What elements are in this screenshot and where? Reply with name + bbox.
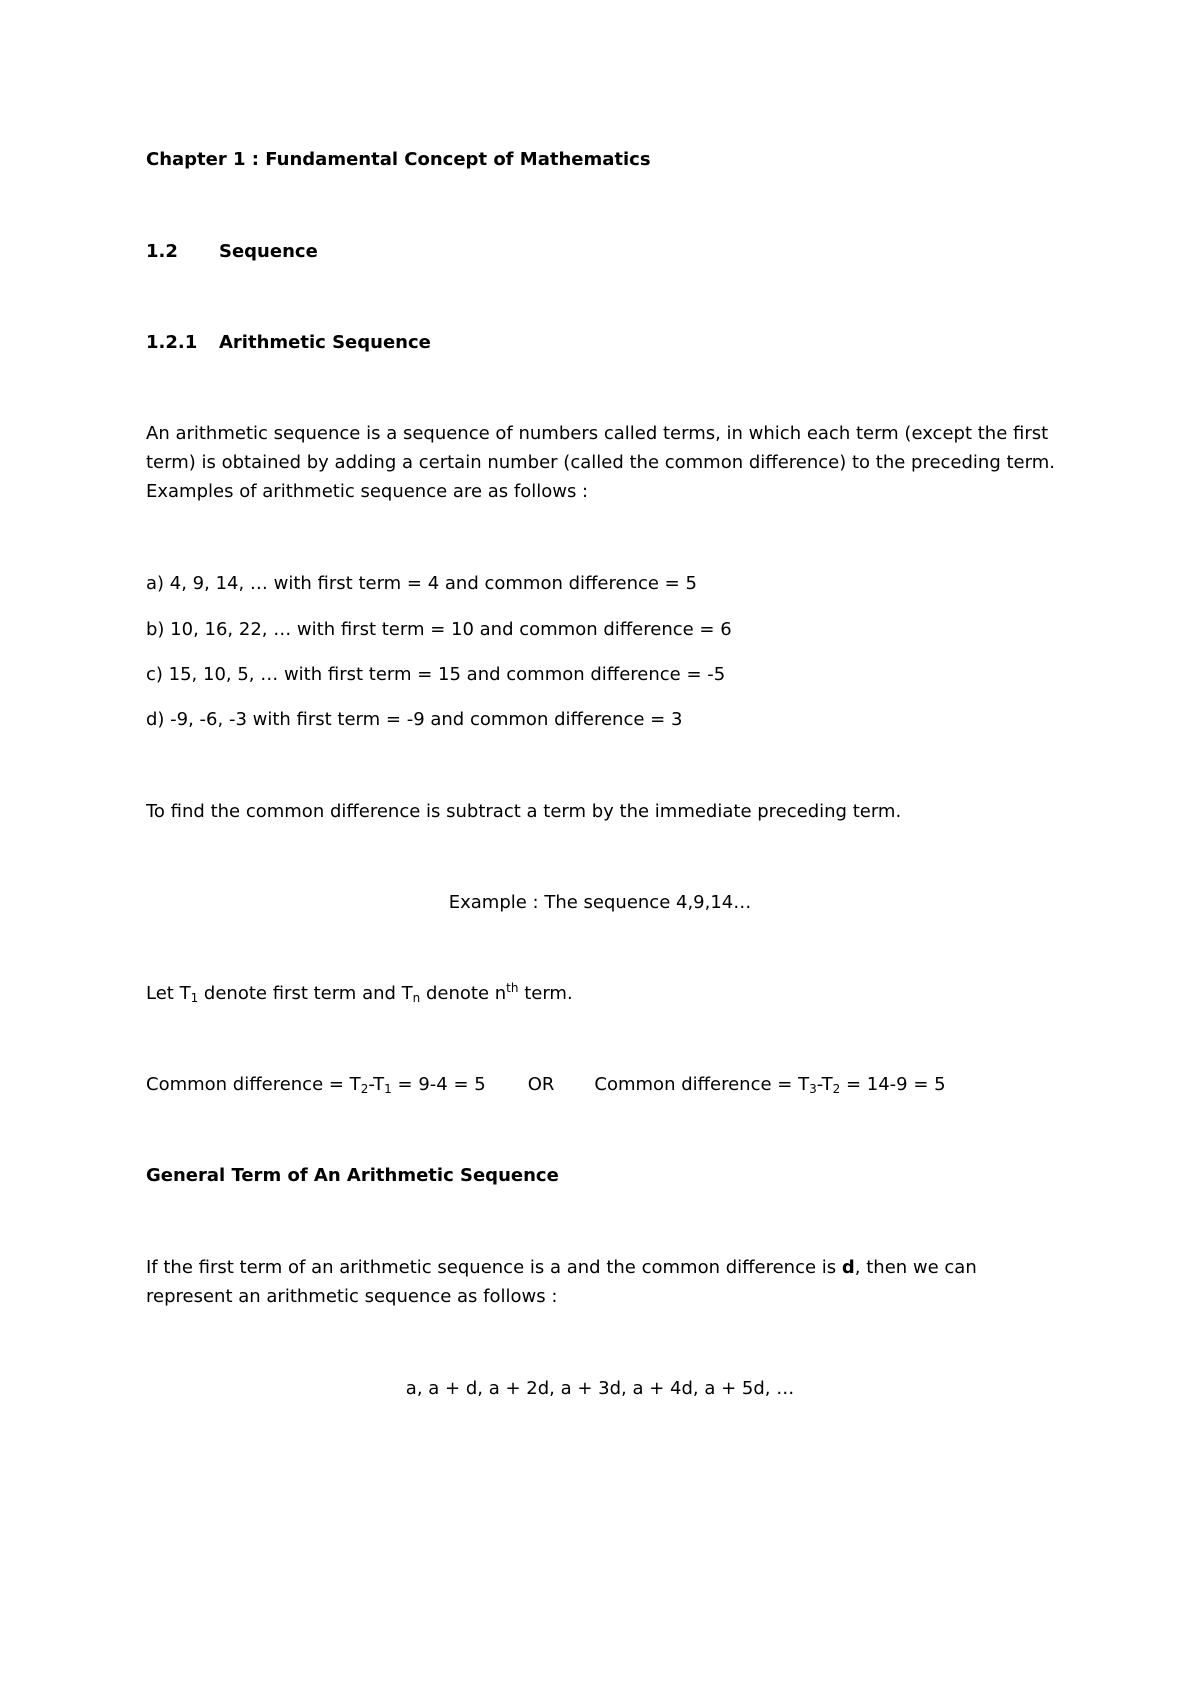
variable-a: a <box>549 1257 562 1278</box>
text-part: and the common difference is <box>561 1257 842 1278</box>
formula-part: -T <box>368 1074 385 1095</box>
example-b: b) 10, 16, 22, … with first term = 10 and common difference = 6 <box>146 619 732 640</box>
example-a: a) 4, 9, 14, … with first term = 4 and common difference = 5 <box>146 573 697 594</box>
find-difference-text: To find the common difference is subtract a term by the immediate preceding term. <box>146 801 902 822</box>
common-difference-line <box>146 1076 946 1094</box>
section-heading <box>146 243 318 261</box>
section-title: Sequence <box>219 241 318 262</box>
common-diff-left <box>146 1074 486 1095</box>
formula-sub: 1 <box>384 1082 392 1096</box>
formula-part: = 9-4 = 5 <box>391 1074 486 1095</box>
section-number: 1.2 <box>146 241 178 262</box>
notation-part: denote n <box>420 983 507 1004</box>
intro-line-2: term) is obtained by adding a certain number (called the common difference) to the preceding term. <box>146 452 1055 473</box>
general-form: a, a + d, a + 2d, a + 3d, a + 4d, a + 5d, … <box>405 1378 795 1399</box>
formula-part: -T <box>816 1074 833 1095</box>
general-term-heading: General Term of An Arithmetic Sequence <box>146 1165 559 1186</box>
or-separator: OR <box>527 1074 555 1095</box>
text-part: If the first term of an arithmetic sequence is <box>146 1257 550 1278</box>
notation-part: Let T <box>146 983 191 1004</box>
formula-part: Common difference = T <box>146 1074 361 1095</box>
subsection-heading <box>146 334 431 352</box>
formula-part: Common difference = T <box>594 1074 810 1095</box>
notation-sub: 1 <box>190 991 199 1005</box>
example-sequence: Example : The sequence 4,9,14… <box>448 892 752 913</box>
subsection-title: Arithmetic Sequence <box>219 332 431 353</box>
common-diff-right <box>594 1074 945 1095</box>
text-part: , then we can <box>854 1257 977 1278</box>
example-c: c) 15, 10, 5, … with first term = 15 and common difference = -5 <box>146 664 726 685</box>
example-d: d) -9, -6, -3 with first term = -9 and common difference = 3 <box>146 709 683 730</box>
formula-sub: 2 <box>832 1082 841 1096</box>
general-line-2: represent an arithmetic sequence as follows : <box>146 1286 558 1307</box>
chapter-title: Chapter 1 : Fundamental Concept of Mathematics <box>146 149 651 170</box>
formula-sub: 2 <box>360 1082 369 1096</box>
variable-d: d <box>841 1257 855 1278</box>
notation-sub: n <box>412 991 421 1005</box>
notation-part: term. <box>518 983 573 1004</box>
intro-line-1: An arithmetic sequence is a sequence of numbers called terms, in which each term (except the first <box>146 423 1049 444</box>
notation-part: denote first term and T <box>198 983 413 1004</box>
formula-sub: 3 <box>809 1082 817 1096</box>
notation-sup: th <box>506 981 519 995</box>
subsection-number: 1.2.1 <box>146 332 198 353</box>
intro-line-3: Examples of arithmetic sequence are as follows : <box>146 481 589 502</box>
notation-line <box>146 981 573 1005</box>
formula-part: = 14-9 = 5 <box>840 1074 946 1095</box>
general-line-1 <box>146 1259 977 1277</box>
